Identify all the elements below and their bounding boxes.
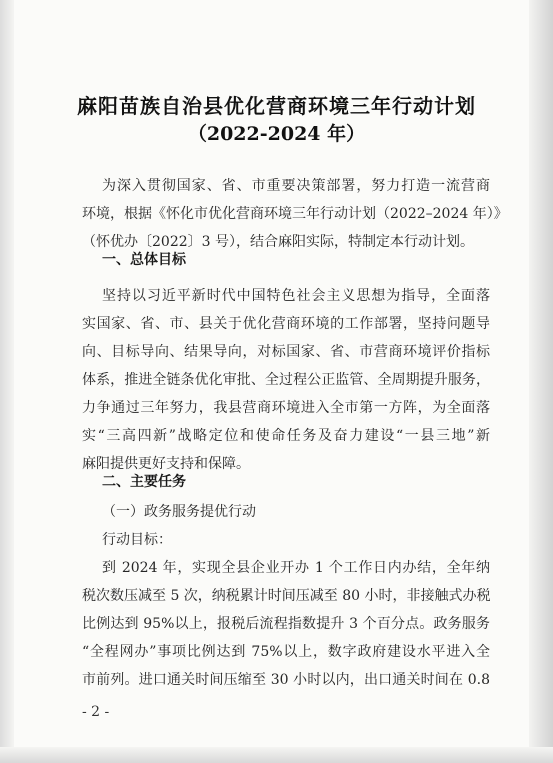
section1-line: 向、目标导向、结果导向，对标国家、省、市营商环境评价指标 [82,344,490,360]
goal-line: 到 2024 年，实现全县企业开办 1 个工作日内办结，全年纳 [102,560,490,576]
section1-line: 麻阳提供更好支持和保障。 [82,456,250,472]
intro-line: 环境，根据《怀化市优化营商环境三年行动计划（2022–2024 年）》 [82,206,508,222]
section1-line: 坚持以习近平新时代中国特色社会主义思想为指导，全面落 [102,288,490,304]
section-heading-goals: 一、总体目标 [102,252,186,268]
section1-line: 体系，推进全链条优化审批、全过程公正监管、全周期提升服务， [82,372,490,388]
section1-line: 实“三高四新”战略定位和使命任务及奋力建设“一县三地”新 [82,428,490,444]
document-subtitle: （2022-2024 年） [187,123,366,145]
document-title: 麻阳苗族自治县优化营商环境三年行动计划 [77,94,476,118]
section1-line: 实国家、省、市、县关于优化营商环境的工作部署，坚持问题导 [82,316,490,332]
goal-line: 比例达到 95%以上，报税后流程指数提升 3 个百分点。政务服务 [82,616,490,632]
scan-edge-bottom [0,747,553,763]
goal-line: 税次数压减至 5 次，纳税累计时间压减至 80 小时，非接触式办税 [82,588,491,604]
intro-line: 为深入贯彻国家、省、市重要决策部署，努力打造一流营商 [102,178,490,194]
section1-line: 力争通过三年努力，我县营商环境进入全市第一方阵，为全面落 [82,400,490,416]
section-heading-tasks: 二、主要任务 [102,474,186,490]
goal-label: 行动目标： [102,532,172,548]
page-number: - 2 - [82,704,110,720]
subsection-heading: （一）政务服务提优行动 [102,504,256,520]
intro-line: （怀优办〔2022〕3 号），结合麻阳实际，特制定本行动计划。 [82,234,474,250]
goal-line: 市前列。进口通关时间压缩至 30 小时以内，出口通关时间在 0.8 [82,672,490,688]
goal-line: “全程网办”事项比例达到 75%以上，数字政府建设水平进入全 [82,644,490,660]
